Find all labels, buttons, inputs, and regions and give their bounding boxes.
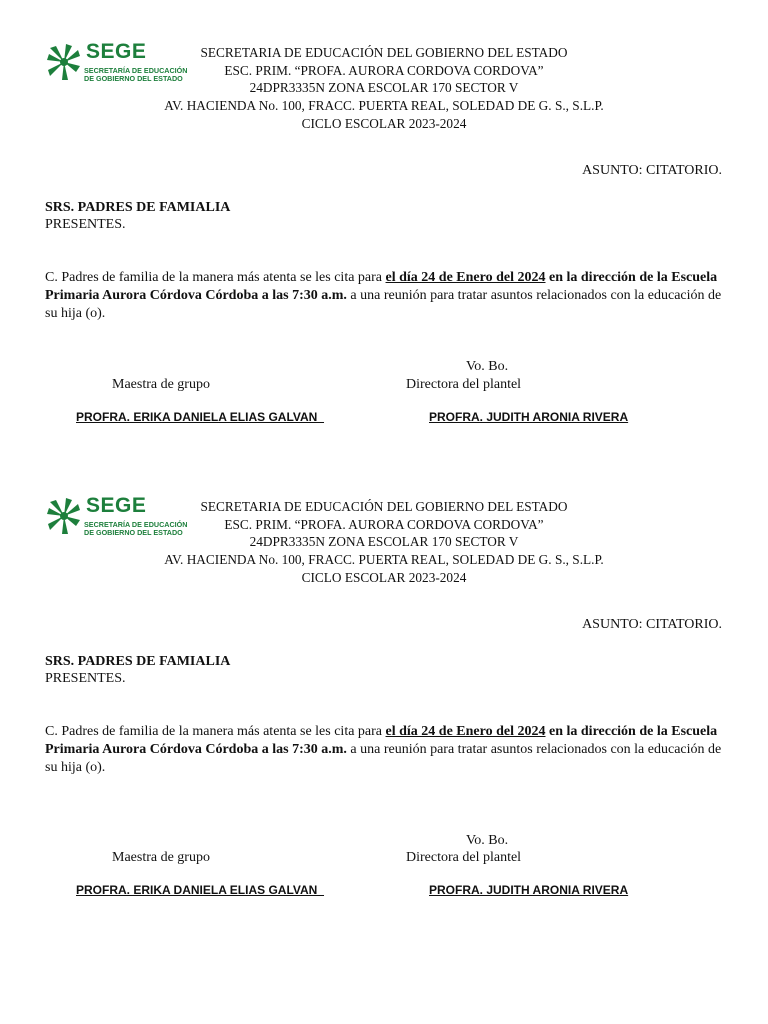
meeting-date: el día 24 de Enero del 2024 [385, 270, 546, 285]
header-school-code: 24DPR3335N ZONA ESCOLAR 170 SECTOR V [249, 534, 519, 549]
logo-subtitle-line2: DE GOBIERNO DEL ESTADO [84, 74, 183, 83]
recipient-block [45, 199, 230, 233]
header-school-name: ESC. PRIM. “PROFA. AURORA CORDOVA CORDOVA” [224, 517, 544, 532]
logo-subtitle-line1: SECRETARÍA DE EDUCACIÓN [84, 66, 188, 75]
header-school-name: ESC. PRIM. “PROFA. AURORA CORDOVA CORDOVA” [224, 63, 544, 78]
subject-line: ASUNTO: CITATORIO. [582, 163, 722, 178]
meeting-location-time: en la dirección de la Escuela Primaria Aurora Córdova Córdoba a las 7:30 a.m. [45, 724, 718, 757]
citation-notice-2 [0, 454, 768, 914]
recipient: SRS. PADRES DE FAMIALIA [45, 200, 231, 215]
header-address: AV. HACIENDA No. 100, FRACC. PUERTA REAL, SOLEDAD DE G. S., S.L.P. [164, 552, 604, 567]
header-school-year: CICLO ESCOLAR 2023-2024 [301, 116, 467, 131]
role-teacher: Maestra de grupo [112, 850, 210, 865]
recipient: SRS. PADRES DE FAMIALIA [45, 654, 231, 669]
signature-teacher: PROFRA. ERIKA DANIELA ELIAS GALVAN [76, 410, 325, 424]
logo-subtitle-line1: SECRETARÍA DE EDUCACIÓN [84, 520, 188, 529]
header-secretariat: SECRETARIA DE EDUCACIÓN DEL GOBIERNO DEL ESTADO [200, 499, 568, 514]
meeting-date: el día 24 de Enero del 2024 [385, 724, 546, 739]
header-secretariat: SECRETARIA DE EDUCACIÓN DEL GOBIERNO DEL ESTADO [200, 45, 568, 60]
presentes: PRESENTES. [45, 671, 126, 686]
role-director: Directora del plantel [406, 377, 522, 392]
body-intro: C. Padres de familia de la manera más atenta se les cita para [45, 270, 386, 285]
recipient-block [45, 653, 230, 687]
subject-line: ASUNTO: CITATORIO. [582, 617, 722, 632]
body-intro: C. Padres de familia de la manera más atenta se les cita para [45, 724, 386, 739]
logo-wordmark: SEGE [86, 40, 147, 63]
signature-director: PROFRA. JUDITH ARONIA RIVERA [429, 883, 629, 897]
presentes: PRESENTES. [45, 217, 126, 232]
logo-subtitle-line2: DE GOBIERNO DEL ESTADO [84, 528, 183, 537]
meeting-location-time: en la dirección de la Escuela Primaria Aurora Córdova Córdoba a las 7:30 a.m. [45, 270, 718, 303]
body-paragraph [45, 723, 725, 777]
vobo-label: Vo. Bo. [466, 833, 509, 848]
body-purpose: a una reunión para tratar asuntos relacionados con la educación de su hija (o). [45, 742, 722, 775]
role-director: Directora del plantel [406, 850, 522, 865]
citation-notice-1 [0, 0, 768, 460]
header-school-year: CICLO ESCOLAR 2023-2024 [301, 570, 467, 585]
body-purpose: a una reunión para tratar asuntos relacionados con la educación de su hija (o). [45, 288, 722, 321]
role-teacher: Maestra de grupo [112, 377, 210, 392]
body-paragraph [45, 269, 725, 323]
logo-wordmark: SEGE [86, 494, 147, 517]
signature-director: PROFRA. JUDITH ARONIA RIVERA [429, 410, 629, 424]
header-school-code: 24DPR3335N ZONA ESCOLAR 170 SECTOR V [249, 80, 519, 95]
signature-teacher: PROFRA. ERIKA DANIELA ELIAS GALVAN [76, 883, 325, 897]
vobo-label: Vo. Bo. [466, 359, 509, 374]
header-address: AV. HACIENDA No. 100, FRACC. PUERTA REAL, SOLEDAD DE G. S., S.L.P. [164, 98, 604, 113]
